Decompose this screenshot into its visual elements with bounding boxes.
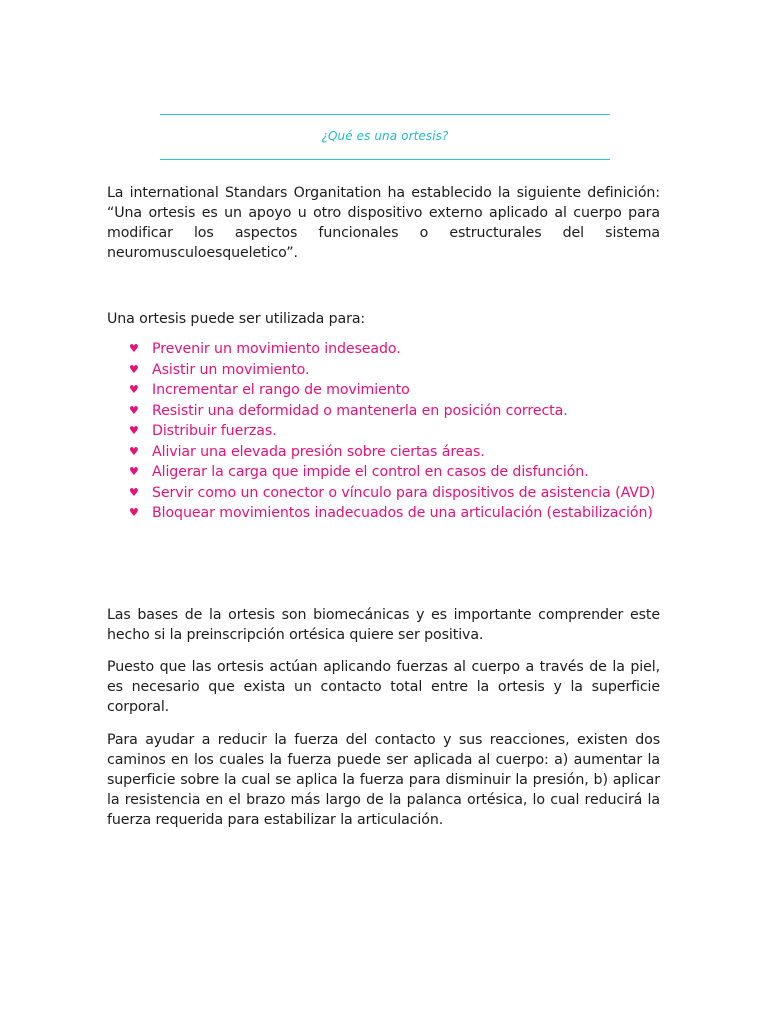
list-item-text: Aligerar la carga que impide el control en casos de disfunción. — [152, 464, 589, 480]
list-item — [107, 483, 660, 504]
heart-icon: ♥ — [129, 362, 139, 376]
heart-icon: ♥ — [129, 424, 139, 437]
heart-icon: ♥ — [129, 342, 139, 355]
list-item-text: Resistir una deformidad o mantenerla en posición correcta. — [152, 402, 568, 419]
document-title: ¿Qué es una ortesis? — [321, 129, 449, 143]
heart-icon: ♥ — [129, 485, 139, 499]
uses-intro: Una ortesis puede ser utilizada para: — [107, 311, 366, 327]
body-paragraph: Puesto que las ortesis actúan aplicando fuerzas al cuerpo a través de la piel, es necesario que exista un contacto total entre la ortesis y la superficie corporal. — [107, 659, 660, 715]
body-paragraph: Las bases de la ortesis son biomecánicas y es importante comprender este hecho si la preinscripción ortésica quiere ser positiva. — [107, 607, 660, 643]
list-item-text: Servir como un conector o vínculo para dispositivos de asistencia (AVD) — [152, 484, 656, 501]
list-item — [107, 503, 660, 524]
title-top-rule — [160, 114, 610, 115]
uses-list — [107, 339, 660, 524]
list-item — [107, 401, 660, 422]
list-item-text: Asistir un movimiento. — [152, 361, 310, 378]
list-item — [107, 421, 660, 442]
title-bottom-rule — [160, 159, 610, 160]
list-item-text: Bloquear movimientos inadecuados de una articulación (estabilización) — [152, 505, 653, 521]
list-item — [107, 462, 660, 483]
list-item-text: Prevenir un movimiento indeseado. — [152, 341, 401, 357]
list-item — [107, 360, 660, 381]
definition-paragraph: La international Standars Organitation ha establecido la siguiente definición: “Una ortesis es un apoyo u otro dispositivo externo aplicado al cuerpo para modificar los aspectos funcionales o estructurales del sistema neuromusculoesqueletico”. — [107, 185, 660, 261]
list-item-text: Incrementar el rango de movimiento — [152, 382, 410, 398]
list-item-text: Distribuir fuerzas. — [152, 423, 277, 439]
list-item-text: Aliviar una elevada presión sobre ciertas áreas. — [152, 443, 485, 460]
heart-icon: ♥ — [129, 444, 139, 458]
heart-icon: ♥ — [129, 506, 139, 519]
heart-icon: ♥ — [129, 383, 139, 396]
list-item — [107, 442, 660, 463]
body-paragraph: Para ayudar a reducir la fuerza del contacto y sus reacciones, existen dos caminos en los cuales la fuerza puede ser aplicada al cuerpo: a) aumentar la superficie sobre la cual se aplica la fuerza para disminuir la presión, b) aplicar la resistencia en el brazo más largo de la palanca ortésica, lo cual reducirá la fuerza requerida para estabilizar la articulación. — [107, 732, 660, 828]
list-item — [107, 339, 660, 360]
list-item — [107, 380, 660, 401]
heart-icon: ♥ — [129, 465, 139, 478]
heart-icon: ♥ — [129, 403, 139, 417]
